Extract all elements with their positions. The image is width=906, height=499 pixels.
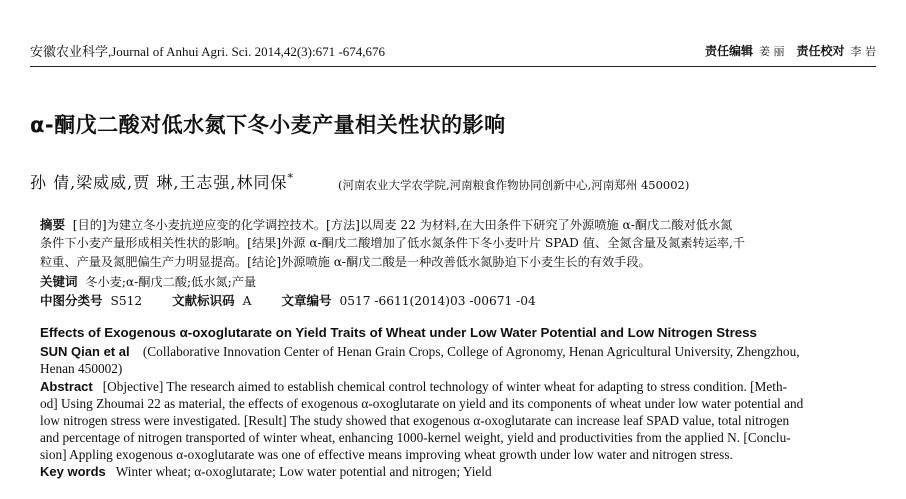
english-keywords-label: Key words	[40, 464, 106, 479]
proofreader-label: 责任校对	[796, 44, 845, 58]
header-rule	[30, 66, 876, 67]
english-abstract-line-2: od] Using Zhoumai 22 as material, the effects of exogenous α-oxoglutarate on yield and its components of wheat under low water potential and	[40, 396, 804, 411]
english-keywords	[40, 463, 492, 481]
doc-code-label: 文献标识码	[172, 293, 235, 308]
journal-citation: 安徽农业科学,Journal of Anhui Agri. Sci. 2014,42(3):671 -674,676	[30, 44, 385, 59]
article-no-value: 0517 -6611(2014)03 -00671 -04	[339, 294, 536, 308]
abstract-cn-line-3: 粒重、产量及氮肥偏生产力明显提高。[结论]外源喷施 α-酮戊二酸是一种改善低水氮胁迫下小麦生长的有效手段。	[40, 255, 651, 269]
author-names: 孙 倩,梁威威,贾 琳,王志强,林同保	[30, 173, 288, 192]
english-title: Effects of Exogenous α-oxoglutarate on Yield Traits of Wheat under Low Water Potential and Low Nitrogen Stress	[40, 325, 757, 340]
proofreader-name: 李 岩	[850, 45, 876, 58]
author-list	[30, 170, 294, 193]
keywords-cn-label: 关键词	[40, 274, 78, 289]
article-no-label: 文章编号	[281, 293, 332, 308]
english-keywords-value: Winter wheat; α-oxoglutarate; Low water potential and nitrogen; Yield	[115, 464, 492, 479]
editor-label: 责任编辑	[704, 44, 753, 58]
english-abstract-line-1: Abstract [Objective] The research aimed to establish chemical control technology of winter wheat for adapting to stress condition. [Meth-	[40, 379, 788, 394]
affiliation: (河南农业大学农学院,河南粮食作物协同创新中心,河南郑州 450002)	[338, 178, 690, 192]
editor-info	[705, 42, 876, 59]
paper-title: α-酮戊二酸对低水氮下冬小麦产量相关性状的影响	[30, 113, 506, 137]
keywords-cn-value: 冬小麦;α-酮戊二酸;低水氮;产量	[85, 275, 257, 289]
english-author-line	[40, 343, 800, 361]
classification-row	[40, 291, 536, 309]
english-abstract-label: Abstract	[40, 379, 93, 394]
abstract-cn-line-2: 条件下小麦产量形成相关性状的影响。[结果]外源 α-酮戊二酸增加了低水氮条件下冬小麦叶片 SPAD 值、全氮含量及氮素转运率,千	[40, 236, 746, 250]
english-affil-2: Henan 450002)	[40, 361, 123, 376]
clc-label: 中图分类号	[40, 293, 103, 308]
english-affil-1: (Collaborative Innovation Center of Henan Grain Crops, College of Agronomy, Henan Agricultural University, Zhengzhou,	[142, 344, 800, 359]
doc-code-value: A	[242, 294, 252, 308]
keywords-cn	[40, 272, 256, 292]
clc-value: S512	[110, 294, 143, 308]
abstract-cn-line-1: 摘要 [目的]为建立冬小麦抗逆应变的化学调控技术。[方法]以周麦 22 为材料,在大田条件下研究了外源喷施 α-酮戊二酸对低水氮	[40, 217, 733, 232]
english-abstract-line-4: and percentage of nitrogen transported of winter wheat, enhancing 1000-kernel weight, yield and productivities from the applied N. [Conclu-	[40, 430, 791, 445]
english-author: SUN Qian et al	[40, 344, 130, 359]
english-abstract-line-5: sion] Appling exogenous α-oxoglutarate was one of effective means improving wheat growth under low water and nitrogen stress.	[40, 447, 733, 462]
editor-name: 姜 丽	[758, 45, 785, 58]
english-abstract-line-3: low nitrogen stress were investigated. [Result] The study showed that exogenous α-oxoglutarate can increase leaf SPAD value, total nitrogen	[40, 413, 790, 428]
abstract-cn-label: 摘要	[40, 217, 66, 232]
corresponding-author-mark: *	[287, 171, 295, 185]
